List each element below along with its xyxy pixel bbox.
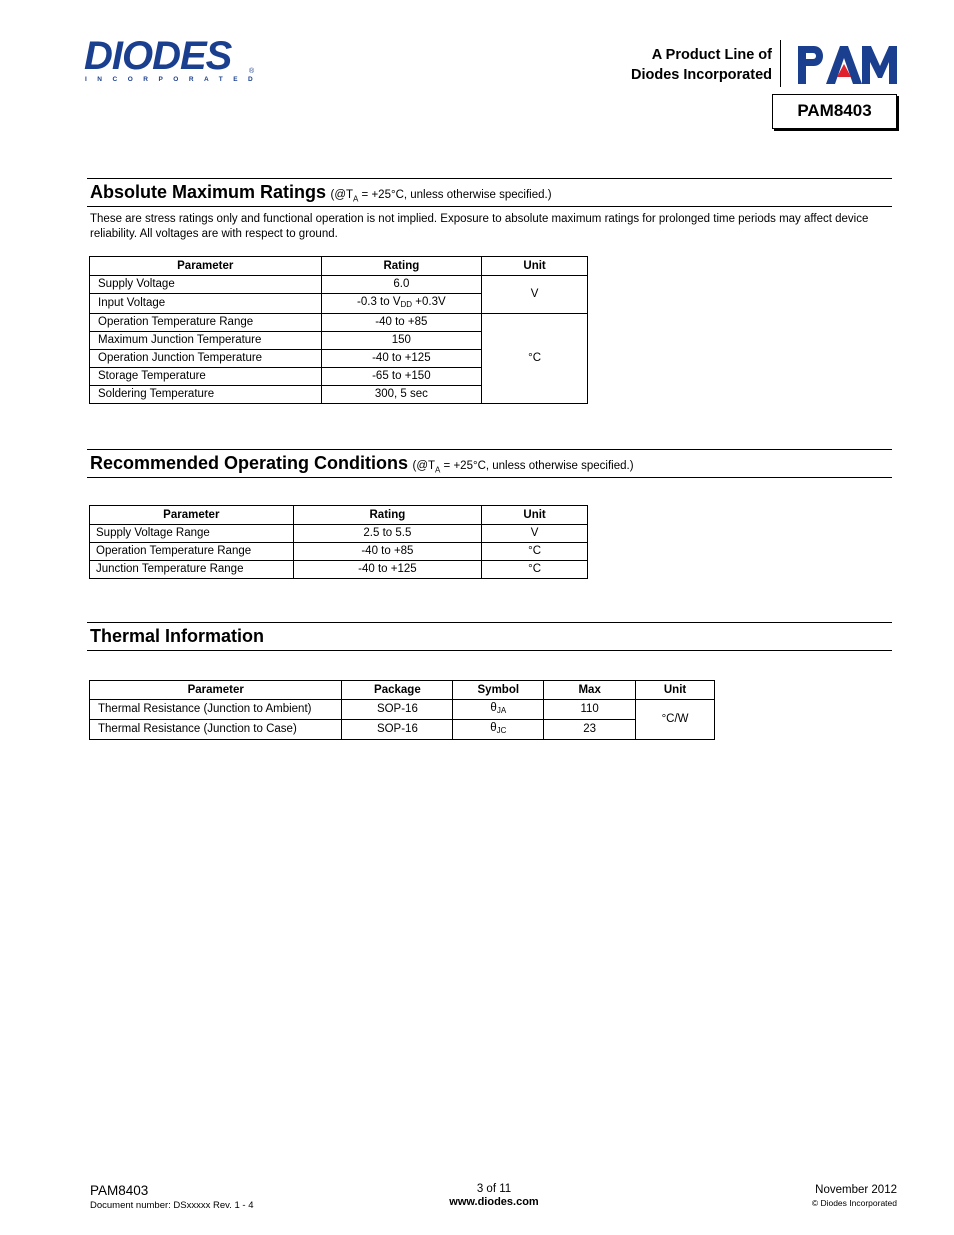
table-header-row xyxy=(90,506,588,525)
thermal-title: Thermal Information xyxy=(90,626,265,646)
abs-max-condition: ($@T_A = +25^\circ C$, unless otherwise specified.) xyxy=(330,189,552,204)
thermal-table xyxy=(89,680,715,740)
footer-part-number: PAM8403 xyxy=(90,1183,149,1198)
pam-logo-icon xyxy=(796,42,898,86)
footer-doc-number: Document number: DSxxxxx Rev. 1 - 4 xyxy=(90,1200,254,1211)
registered-mark: ® xyxy=(249,68,255,75)
param-cell: Maximum Junction Temperature xyxy=(90,332,322,350)
unit-cell: V xyxy=(482,525,588,543)
param-cell: Supply Voltage Range xyxy=(90,525,294,543)
product-line-line2: Diodes Incorporated xyxy=(631,67,772,83)
unit-cell: °C xyxy=(482,561,588,579)
header-parameter: Parameter xyxy=(90,681,342,700)
param-cell: Supply Voltage xyxy=(90,276,322,294)
header-unit: Unit xyxy=(482,506,588,525)
rating-cell: 2.5 to 5.5 xyxy=(293,525,482,543)
header-unit: Unit xyxy=(482,257,588,276)
table-row xyxy=(90,525,588,543)
table-row xyxy=(90,561,588,579)
param-cell: Thermal Resistance (Junction to Ambient) xyxy=(90,700,342,720)
header-rating: Rating xyxy=(321,257,482,276)
package-cell: SOP-16 xyxy=(342,720,453,740)
header-symbol: Symbol xyxy=(453,681,544,700)
rating-cell: -40 to +85 xyxy=(293,543,482,561)
rec-op-title: Recommended Operating Conditions xyxy=(90,453,409,473)
symbol-cell: $\theta_{JA}$ xyxy=(453,700,544,720)
product-line-line1: A Product Line of xyxy=(651,47,772,63)
footer-left xyxy=(90,1183,254,1211)
symbol-cell: $\theta_{JC}$ xyxy=(453,720,544,740)
thermal-heading xyxy=(87,622,892,651)
rating-cell: -40 to +125 xyxy=(321,350,482,368)
header-divider xyxy=(780,40,781,87)
rating-cell: -40 to +85 xyxy=(321,314,482,332)
rec-op-heading xyxy=(87,449,892,478)
diodes-logo-subtext: INCORPORATED xyxy=(85,76,264,83)
table-row xyxy=(90,276,588,294)
rec-op-table xyxy=(89,505,588,579)
diodes-logo xyxy=(84,34,264,84)
param-cell: Thermal Resistance (Junction to Case) xyxy=(90,720,342,740)
param-cell: Input Voltage xyxy=(90,294,322,314)
footer-right xyxy=(812,1184,897,1208)
param-cell: Storage Temperature xyxy=(90,368,322,386)
param-cell: Junction Temperature Range xyxy=(90,561,294,579)
header-parameter: Parameter xyxy=(90,257,322,276)
rec-op-condition: ($@T_A = +25^\circ C$, unless otherwise specified.) xyxy=(412,460,634,475)
table-header-row xyxy=(90,681,715,700)
header-rating: Rating xyxy=(293,506,482,525)
unit-cell-volts: V xyxy=(482,276,588,314)
table-row xyxy=(90,700,715,720)
header-unit: Unit xyxy=(636,681,715,700)
website-link[interactable]: www.diodes.com xyxy=(449,1196,539,1208)
unit-cell: °C/W xyxy=(636,700,715,740)
table-row xyxy=(90,543,588,561)
max-cell: 110 xyxy=(544,700,636,720)
footer-date: November 2012 xyxy=(815,1184,897,1196)
rating-cell: 6.0 xyxy=(321,276,482,294)
footer-center xyxy=(400,1183,588,1208)
param-cell: Operation Temperature Range xyxy=(90,314,322,332)
param-cell: Operation Junction Temperature xyxy=(90,350,322,368)
rating-cell: -40 to +125 xyxy=(293,561,482,579)
unit-cell: °C xyxy=(482,543,588,561)
param-cell: Soldering Temperature xyxy=(90,386,322,404)
table-row xyxy=(90,314,588,332)
abs-max-table xyxy=(89,256,588,404)
part-number-box: PAM8403 xyxy=(772,94,897,129)
header-max: Max xyxy=(544,681,636,700)
rating-cell: 150 xyxy=(321,332,482,350)
page-number: 3 of 11 xyxy=(476,1183,512,1195)
rating-cell: 300, 5 sec xyxy=(321,386,482,404)
abs-max-title: Absolute Maximum Ratings xyxy=(90,182,327,202)
unit-cell-celsius: °C xyxy=(482,314,588,404)
param-cell: Operation Temperature Range xyxy=(90,543,294,561)
table-header-row xyxy=(90,257,588,276)
footer-copyright: © Diodes Incorporated xyxy=(811,1198,897,1208)
header-package: Package xyxy=(342,681,453,700)
diodes-logo-wordmark: DIODES xyxy=(84,34,232,78)
abs-max-intro: These are stress ratings only and functional operation is not implied. Exposure to absolute maximum ratings for prolonged time periods may affect device reliability. All voltages are with respect to ground. xyxy=(90,213,869,240)
product-line-text xyxy=(631,45,772,85)
rating-cell: -0.3 to $V_{DD} +0.3V$ xyxy=(321,294,482,314)
package-cell: SOP-16 xyxy=(342,700,453,720)
max-cell: 23 xyxy=(544,720,636,740)
table-row xyxy=(90,720,715,740)
header-parameter: Parameter xyxy=(90,506,294,525)
abs-max-heading xyxy=(87,178,892,207)
rating-cell: -65 to +150 xyxy=(321,368,482,386)
